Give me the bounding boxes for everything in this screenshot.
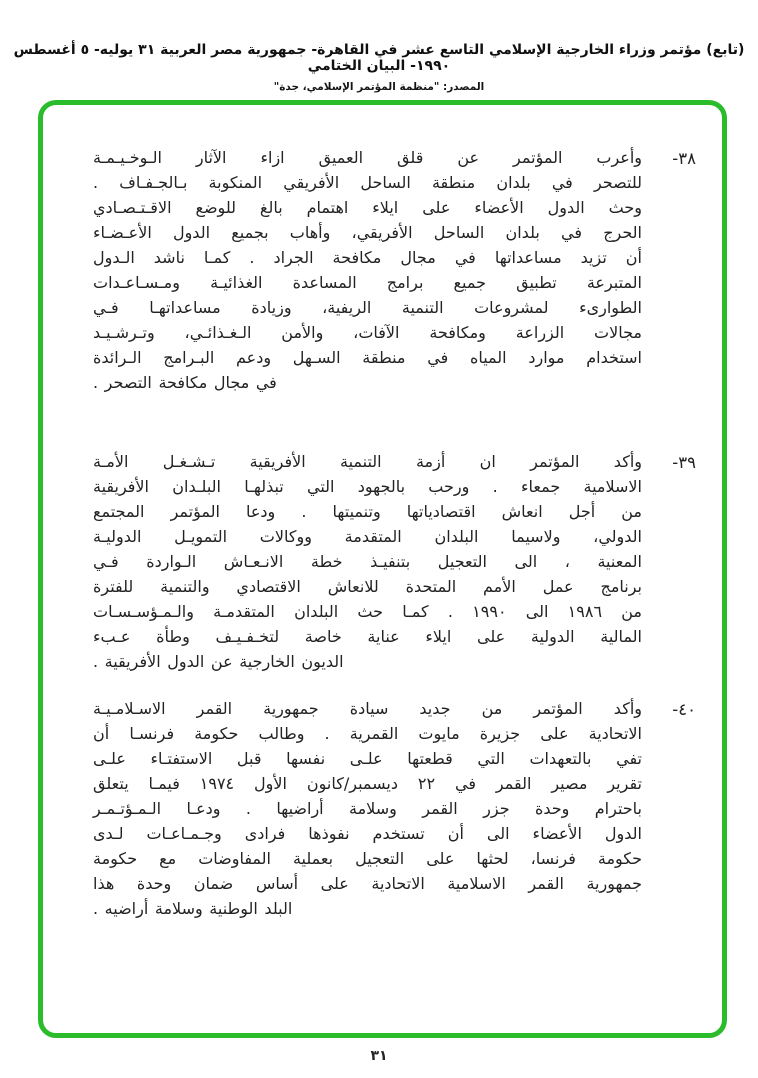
text-line: الاسلامية جمعاء . ورحب بالجهود التي تبذلهـا البلـدان الأفريقية [93, 477, 642, 496]
text-line: الدولي، ولاسيما البلدان المتقدمة ووكالات التمويـل الدوليـة [93, 527, 642, 546]
text-line: البلد الوطنية وسلامة أراضيه . [93, 899, 293, 918]
text-line: استخدام موارد المياه في منطقة السـهل ودعم البـرامج الـرائدة [93, 348, 642, 367]
text-line: الاتحادية على جزيرة مايوت القمرية . وطالب حكومة فرنسـا أن [93, 724, 642, 743]
document-title: (تابع) مؤتمر وزراء الخارجية الإسلامي التاسع عشر في القاهرة- جمهورية مصر العربية ٣١ يوليه- ٥ أغسطس ١٩٩٠- البيان الختامي [13, 42, 745, 74]
text-line: وحث الدول الأعضاء على ايلاء اهتمام بالغ للوضع الاقـتـصـادي [93, 198, 642, 217]
paragraph-40 [87, 696, 696, 921]
paragraph-number: ٣٩- [672, 453, 696, 472]
paragraph-text [87, 449, 642, 674]
text-line: المتبرعة تطبيق جميع برامج المساعدة الغذائيـة ومـسـاعـدات [93, 273, 642, 292]
text-line: حكومة فرنسا، لحثها على التعجيل بعملية المفاوضات مع حكومة [93, 849, 642, 868]
page-number: ٣١ [370, 1048, 388, 1064]
paragraph-39 [87, 449, 696, 674]
document-green-frame [38, 100, 727, 1038]
paragraph-text [87, 696, 642, 921]
text-line: الطوارىء لمشروعات التنمية الريفية، وزيادة مساعداتهـا فـي [93, 298, 642, 317]
text-line: جمهورية القمر الاسلامية الاتحادية على أساس ضمان وحدة هذا [93, 874, 642, 893]
text-line: الحرج في بلدان الساحل الأفريقي، وأهاب بجميع الدول الأعـضـاء [93, 223, 642, 242]
text-line: للتصحر في بلدان منطقة الساحل الأفريقي المنكوبة بـالجـفـاف . [93, 173, 642, 192]
text-line: المالية الدولية على ايلاء عناية خاصة لتخـفـيـف وطأة عـبء [93, 627, 642, 646]
text-line: مجالات الزراعة ومكافحة الآفات، والأمن الـغـذائـي، وتـرشـيـد [93, 323, 642, 342]
text-line: باحترام وحدة جزر القمر وسلامة أراضيها . ودعـا الـمـؤتـمـر [93, 799, 642, 818]
text-line: تفي بالتعهدات التي قطعتها علـى نفسها قبل الاستفتـاء علـى [93, 749, 642, 768]
text-line: وأعرب المؤتمر عن قلق العميق ازاء الآثار الـوخـيـمـة [93, 148, 642, 167]
document-body [43, 105, 722, 1033]
text-line: من ١٩٨٦ الى ١٩٩٠ . كمـا حث البلدان المتقدمـة والـمـؤسـسـات [93, 602, 643, 621]
paragraph-number: ٤٠- [672, 700, 696, 719]
text-line: الدول الأعضاء الى أن تستخدم نفوذها فرادى وجـمـاعـات لـدى [93, 824, 642, 843]
page-header [0, 42, 758, 93]
text-line: وأكد المؤتمر من جديد سيادة جمهورية القمر الاسـلامـيـة [93, 699, 642, 718]
paragraph-38 [87, 145, 696, 395]
paragraph-text [87, 145, 642, 395]
text-line: المعنية ، الى التعجيل بتنفيـذ خطة الانـعـاش الـواردة فـي [93, 552, 642, 571]
text-line: في مجال مكافحة التصحر . [93, 373, 277, 392]
text-line: أن تزيد مساعداتها في مجال مكافحة الجراد . كمـا ناشد الـدول [93, 248, 642, 267]
text-line: تقرير مصير القمر في ٢٢ ديسمبر/كانون الأول ١٩٧٤ فيمـا يتعلق [93, 774, 642, 793]
text-line: برنامج عمل الأمم المتحدة للانعاش الاقتصادي والتنمية للفترة [93, 577, 642, 596]
text-line: الديون الخارجية عن الدول الأفريقية . [93, 652, 344, 671]
text-line: من أجل انعاش اقتصادياتها وتنميتها . ودعا المؤتمر المجتمع [93, 502, 642, 521]
document-source: المصدر: "منظمة المؤتمر الإسلامي، جدة" [273, 81, 485, 93]
paragraph-number: ٣٨- [672, 149, 696, 168]
text-line: وأكد المؤتمر ان أزمة التنمية الأفريقية تـشـغـل الأمـة [93, 452, 642, 471]
